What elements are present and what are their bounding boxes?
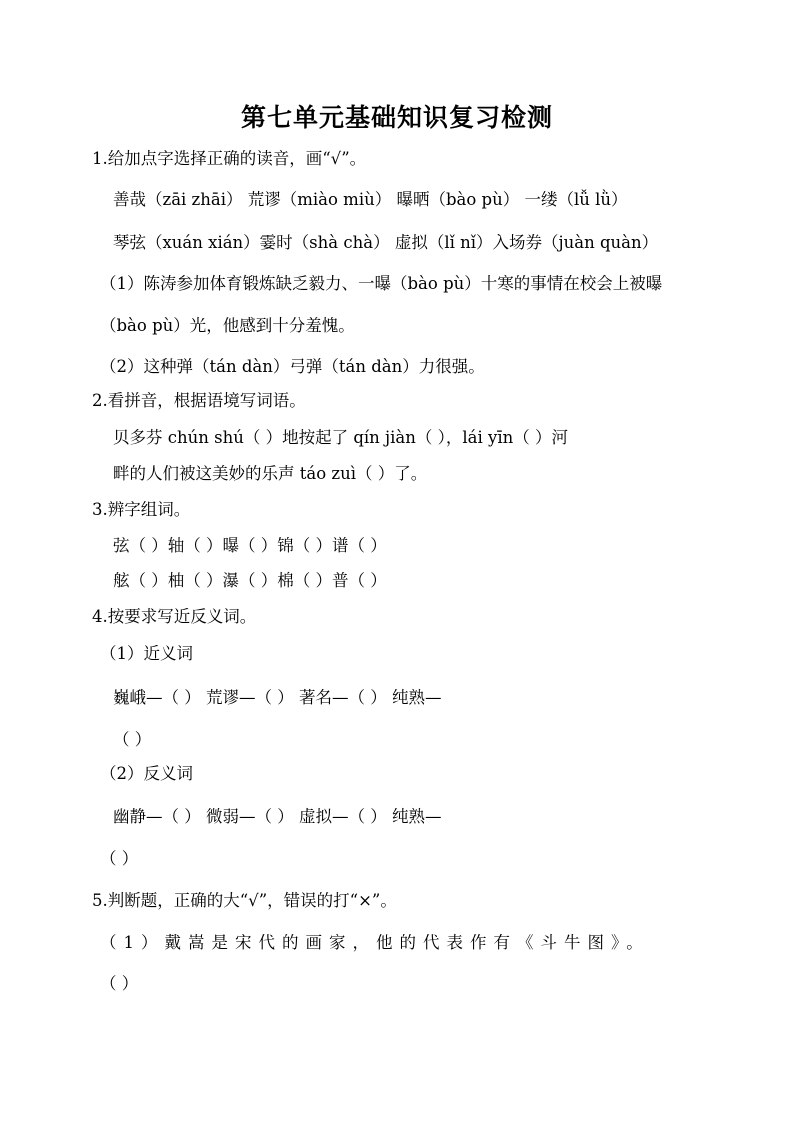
q4-antonym-label: （2）反义词 xyxy=(100,764,193,783)
q4-heading: 4.按要求写近反义词。 xyxy=(92,607,257,626)
q5-heading: 5.判断题，正确的大“√”，错误的打“×”。 xyxy=(92,891,397,910)
q4-antonym-tail: （ ） xyxy=(100,849,139,868)
q2-line-1: 贝多芬 chún shú（ ）地按起了 qín jiàn（ ），lái yīn（ ）河 xyxy=(113,428,568,447)
q1-heading: 1.给加点字选择正确的读音，画“√”。 xyxy=(92,149,367,168)
q3-row-2: 舷（ ）柚（ ）瀑（ ）棉（ ）普（ ） xyxy=(113,571,387,590)
q3-heading: 3.辨字组词。 xyxy=(92,500,191,519)
q5-statement-1: （1）戴嵩是宋代的画家，他的代表作有《斗牛图》。 xyxy=(100,933,650,952)
q2-heading: 2.看拼音，根据语境写词语。 xyxy=(92,391,306,410)
q1-sentence-1-part-a: （1）陈涛参加体育锻炼缺乏毅力、一曝（bào pù）十寒的事情在校会上被曝 xyxy=(100,274,663,293)
q3-row-1: 弦（ ）轴（ ）曝（ ）锦（ ）谱（ ） xyxy=(113,536,387,555)
q4-antonym-row: 幽静—（ ） 微弱—（ ） 虚拟—（ ） 纯熟— xyxy=(113,807,442,826)
q4-synonym-tail: （ ） xyxy=(113,730,152,749)
q1-sentence-2: （2）这种弹（tán dàn）弓弹（tán dàn）力很强。 xyxy=(100,357,485,376)
q1-sentence-1-part-b: （bào pù）光，他感到十分羞愧。 xyxy=(100,316,355,335)
q5-statement-1-answer: （ ） xyxy=(100,974,139,993)
q4-synonym-row: 巍峨—（ ） 荒谬—（ ） 著名—（ ） 纯熟— xyxy=(113,688,442,707)
q1-pinyin-row-1: 善哉（zāi zhāi） 荒谬（miào miù） 曝晒（bào pù） 一缕（lǚ lǜ） xyxy=(113,190,628,209)
q2-line-2: 畔的人们被这美妙的乐声 táo zuì（ ）了。 xyxy=(113,464,428,483)
q4-synonym-label: （1）近义词 xyxy=(100,644,193,663)
page-title: 第七单元基础知识复习检测 xyxy=(240,103,553,132)
q1-pinyin-row-2: 琴弦（xuán xián）霎时（shà chà） 虚拟（lǐ nǐ）入场券（juàn quàn） xyxy=(113,233,659,252)
